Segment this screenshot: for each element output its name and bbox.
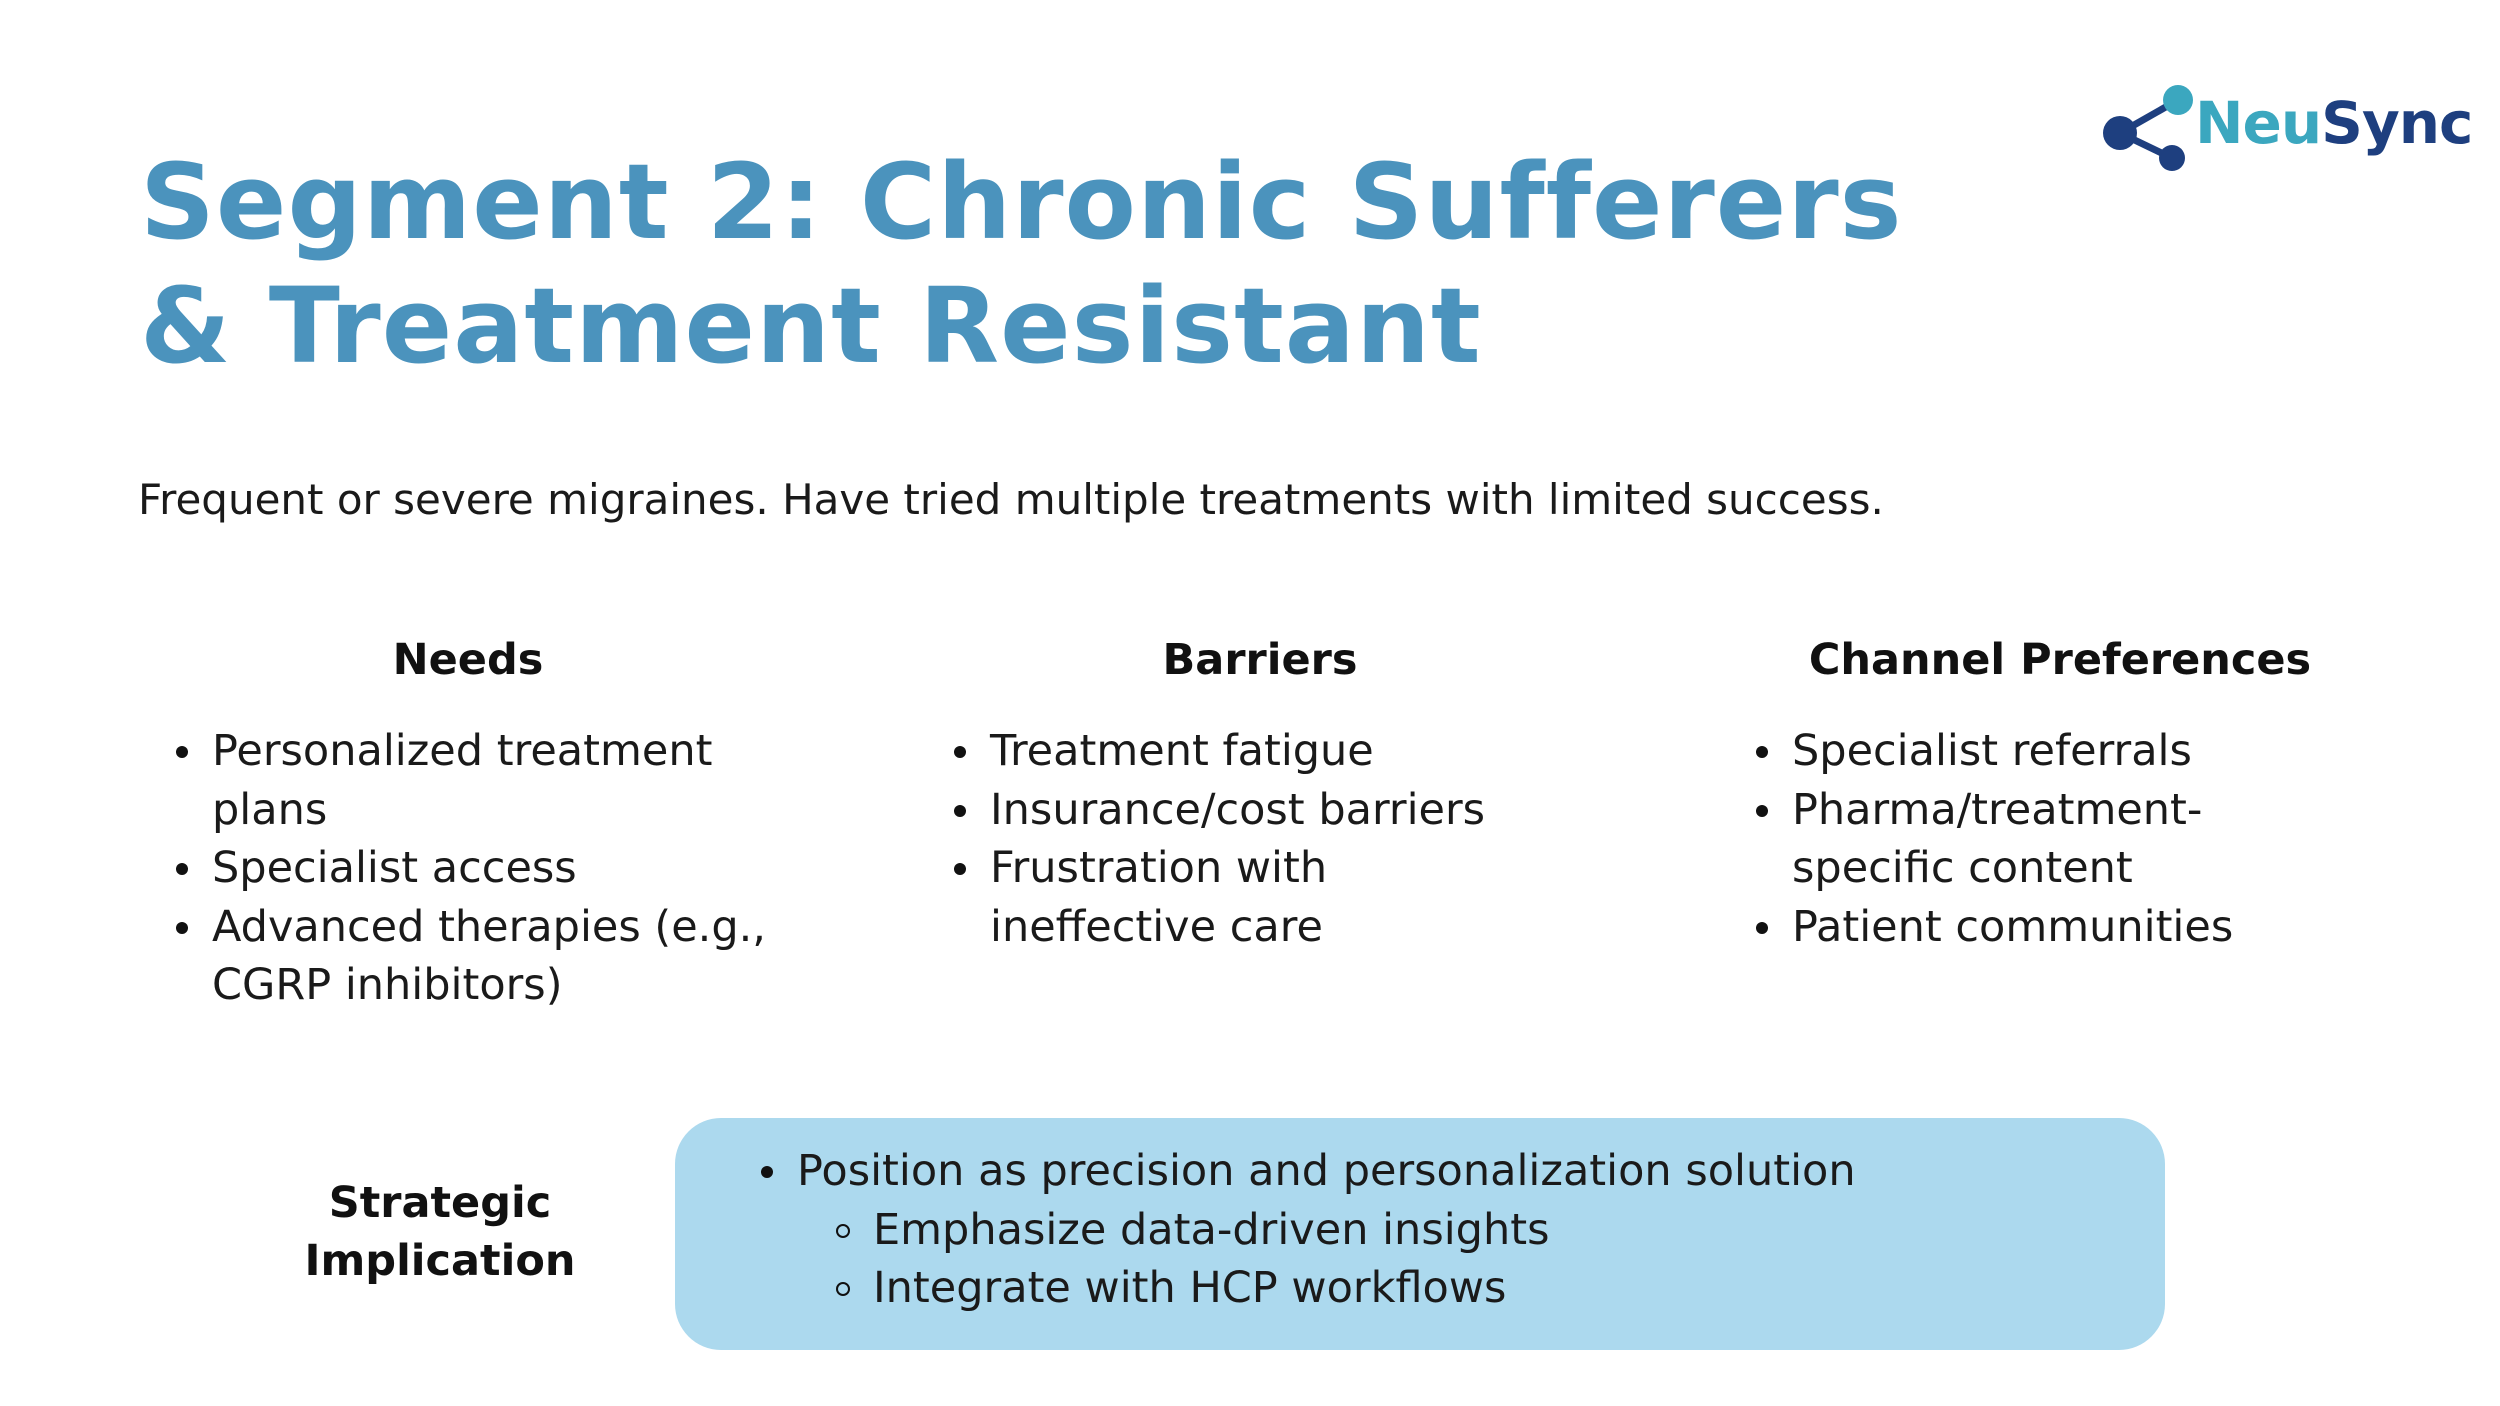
segment-description: Frequent or severe migraines. Have tried multiple treatments with limited success. <box>138 475 1884 524</box>
slide-title-line-1: Segment 2: Chronic Sufferers <box>140 141 1903 263</box>
logo-text-sync: Sync <box>2321 89 2473 157</box>
logo <box>2100 78 2473 178</box>
channel-preferences-list <box>1752 722 2352 956</box>
strategic-implication-label: Strategic Implication <box>304 1178 576 1286</box>
slide-title-line-2: & Treatment Resistant <box>140 265 1482 387</box>
needs-heading: Needs <box>392 635 544 685</box>
list-item: Pharma/treatment-specific content <box>1752 781 2312 898</box>
list-item: Insurance/cost barriers <box>950 781 1570 840</box>
list-item: Treatment fatigue <box>950 722 1570 781</box>
channel-preferences-heading: Channel Preferences <box>1808 635 2312 685</box>
list-item: Specialist access <box>172 839 872 898</box>
list-item: Personalized treatment plans <box>172 722 772 839</box>
barriers-list <box>950 722 1570 956</box>
logo-text-neu: Neu <box>2195 89 2322 157</box>
strategic-main-point: Position as precision and personalization solution <box>797 1146 1856 1196</box>
list-item: Patient communities <box>1752 898 2352 957</box>
barriers-heading: Barriers <box>1162 635 1358 685</box>
molecule-network-icon <box>2100 78 2200 178</box>
needs-list <box>172 722 872 1015</box>
strategic-implication-list <box>757 1142 1856 1318</box>
list-item: Emphasize data-driven insights <box>797 1201 1856 1260</box>
list-item <box>757 1142 1856 1318</box>
list-item: Frustration with ineffective care <box>950 839 1410 956</box>
list-item: Specialist referrals <box>1752 722 2352 781</box>
list-item: Advanced therapies (e.g., CGRP inhibitors) <box>172 898 872 1015</box>
list-item: Integrate with HCP workflows <box>797 1259 1856 1318</box>
slide-title <box>140 140 2040 388</box>
logo-wordmark <box>2195 89 2473 157</box>
strategic-implication-box <box>675 1118 2165 1350</box>
strategic-sub-list <box>797 1201 1856 1318</box>
